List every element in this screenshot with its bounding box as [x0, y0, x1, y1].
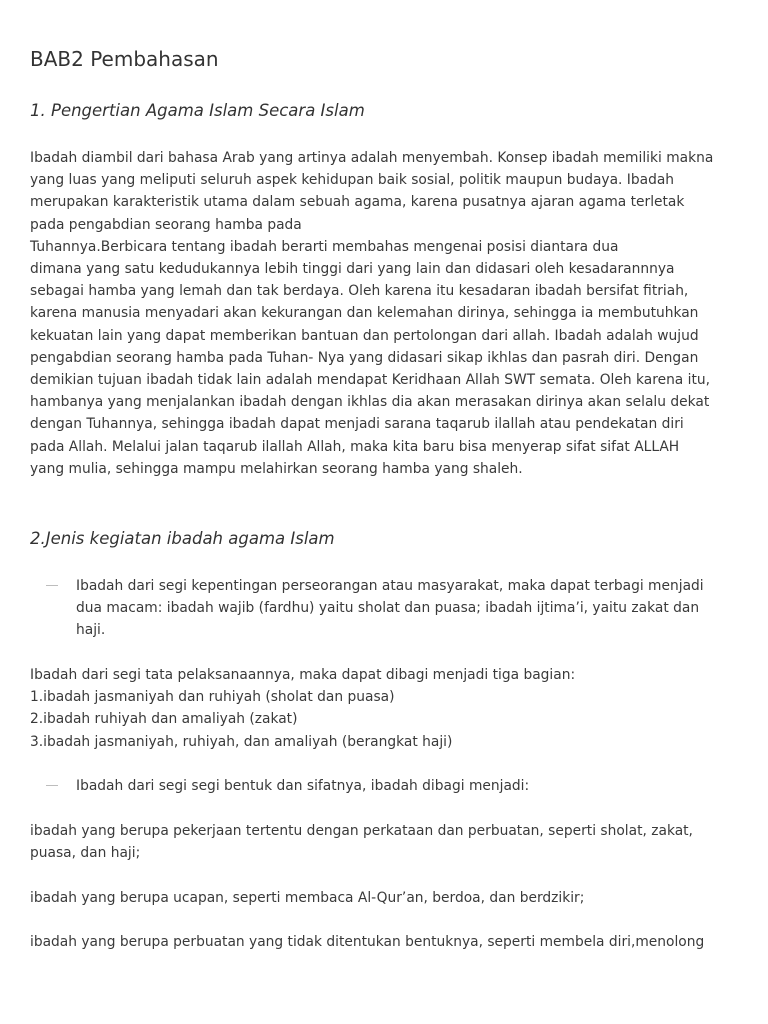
bentuk-paragraph-3 [30, 931, 740, 953]
section-1-heading: 1. Pengertian Agama Islam Secara Islam [30, 101, 365, 120]
text-line: Ibadah dari segi tata pelaksanaannya, maka dapat dibagi menjadi tiga bagian: [30, 667, 576, 683]
text-line: sebagai hamba yang lemah dan tak berdaya. Oleh karena itu kesadaran ibadah bersifat fitriah, [30, 283, 689, 300]
text-line: dimana yang satu kedudukannya lebih tinggi dari yang lain dan didasari oleh kesadarannnya [30, 261, 675, 278]
text-line: karena manusia menyadari akan kekurangan dan kelemahan dirinya, sehingga ia membutuhkan [30, 305, 699, 322]
text-line: Ibadah dari segi kepentingan perseorangan atau masyarakat, maka dapat terbagi menjadi [76, 578, 704, 594]
text-line: yang mulia, sehingga mampu melahirkan seorang hamba yang shaleh. [30, 460, 523, 477]
text-line: haji. [76, 622, 106, 639]
text-line: ibadah yang berupa pekerjaan tertentu dengan perkataan dan perbuatan, seperti sholat, zakat, [30, 823, 693, 839]
text-line: merupakan karakteristik utama dalam sebuah agama, karena pusatnya ajaran agama terletak [30, 194, 685, 211]
text-line: 3.ibadah jasmaniyah, ruhiyah, dan amaliyah (berangkat haji) [30, 733, 453, 750]
document-title: BAB2 Pembahasan [30, 47, 219, 71]
text-line: hambanya yang menjalankan ibadah dengan ikhlas dia akan merasakan dirinya akan selalu dekat [30, 394, 710, 411]
section-2-heading: 2.Jenis kegiatan ibadah agama Islam [30, 529, 335, 548]
text-line: pada Allah. Melalui jalan taqarub ilallah Allah, maka kita baru bisa menyerap sifat sifat ALLAH [30, 438, 680, 455]
text-line: puasa, dan haji; [30, 845, 141, 862]
text-line: dua macam: ibadah wajib (fardhu) yaitu sholat dan puasa; ibadah ijtima’i, yaitu zakat dan [76, 600, 700, 617]
text-line: demikian tujuan ibadah tidak lain adalah mendapat Keridhaan Allah SWT semata. Oleh karena itu, [30, 372, 711, 389]
tata-pelaksanaan-paragraph [30, 664, 740, 753]
bentuk-paragraph-1 [30, 820, 740, 864]
text-line: ibadah yang berupa perbuatan yang tidak ditentukan bentuknya, seperti membela diri,menolong [30, 934, 705, 950]
text-line: dengan Tuhannya, sehingga ibadah dapat menjadi sarana taqarub ilallah atau pendekatan diri [30, 416, 684, 433]
section-1-paragraph [30, 147, 740, 480]
dash-bullet-icon [46, 585, 58, 586]
dash-bullet-icon [46, 785, 58, 786]
text-line: ibadah yang berupa ucapan, seperti membaca Al-Qur’an, berdoa, dan berdzikir; [30, 890, 585, 906]
text-line: Tuhannya.Berbicara tentang ibadah berarti membahas mengenai posisi diantara dua [30, 238, 619, 255]
text-line: Ibadah dari segi segi bentuk dan sifatnya, ibadah dibagi menjadi: [76, 778, 530, 794]
text-line: pada pengabdian seorang hamba pada [30, 216, 302, 233]
text-line: kekuatan lain yang dapat memberikan bantuan dan pertolongan dari allah. Ibadah adalah wujud [30, 327, 699, 344]
text-line: 2.ibadah ruhiyah dan amaliyah (zakat) [30, 711, 298, 728]
text-line: Ibadah diambil dari bahasa Arab yang artinya adalah menyembah. Konsep ibadah memiliki makna [30, 150, 714, 166]
list-item-text [76, 775, 736, 797]
bentuk-paragraph-2 [30, 887, 740, 909]
list-item-text [76, 575, 736, 642]
text-line: 1.ibadah jasmaniyah dan ruhiyah (sholat dan puasa) [30, 689, 395, 706]
text-line: pengabdian seorang hamba pada Tuhan- Nya yang didasari sikap ikhlas dan pasrah diri. Dengan [30, 349, 699, 366]
text-line: yang luas yang meliputi seluruh aspek kehidupan baik sosial, politik maupun budaya. Ibadah [30, 172, 675, 189]
